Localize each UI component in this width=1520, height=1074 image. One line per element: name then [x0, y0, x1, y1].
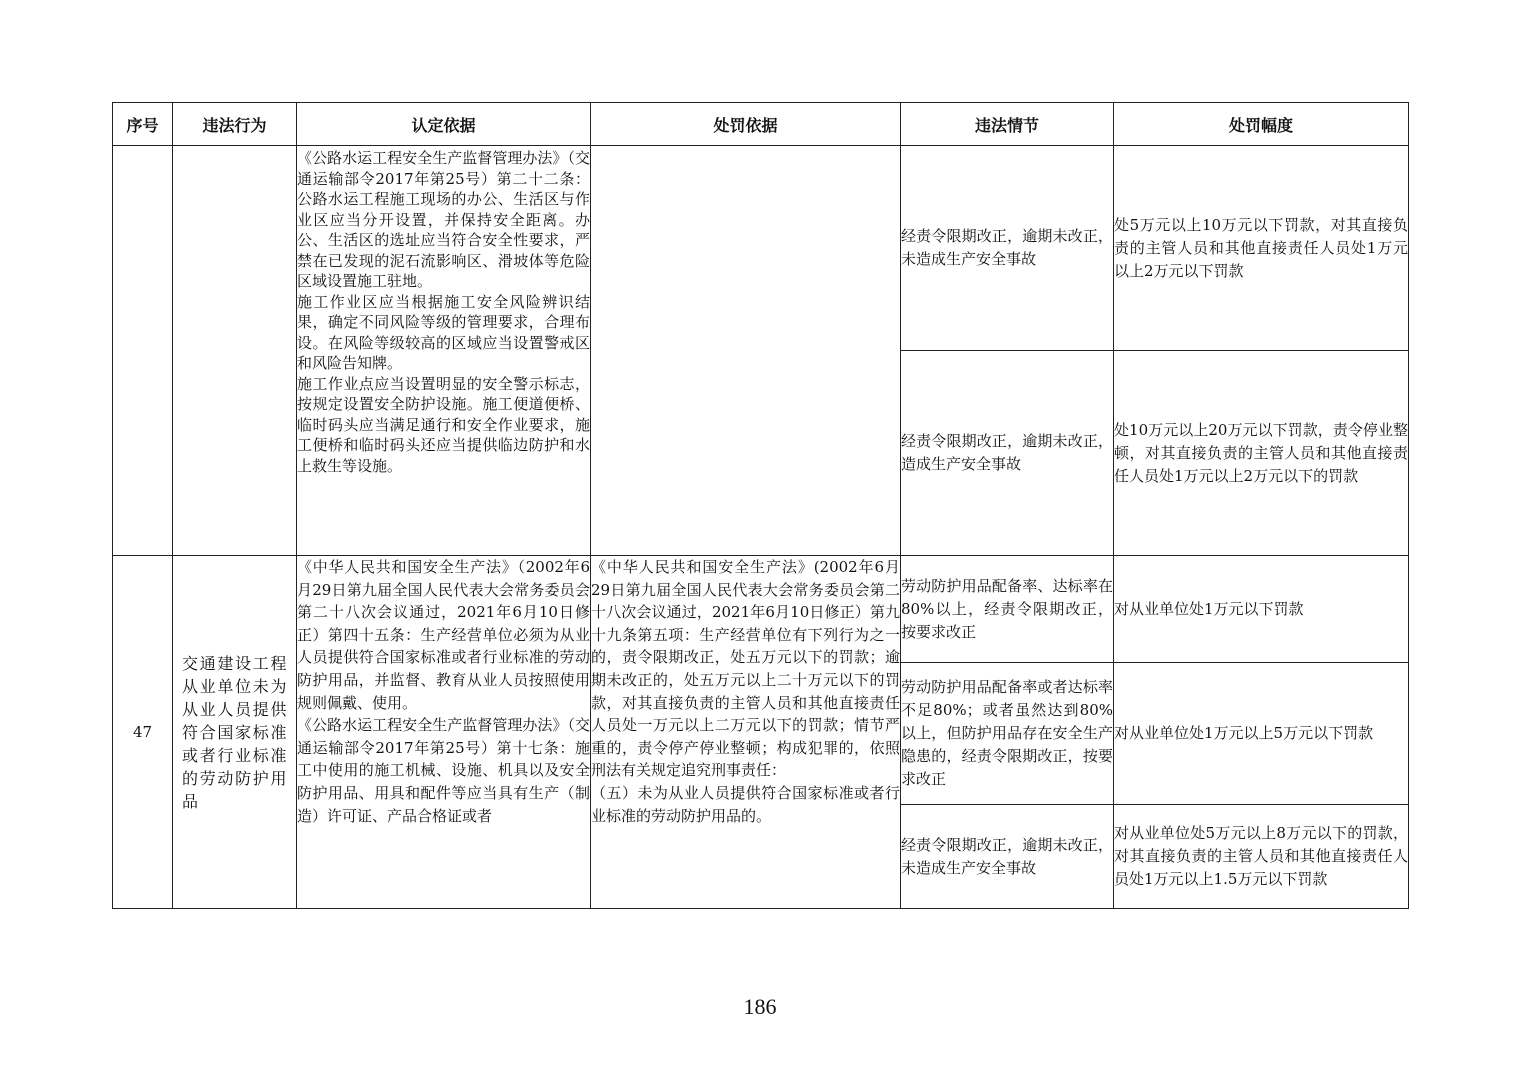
seq-cell: 47 [113, 556, 173, 909]
circumstance-cell: 劳动防护用品配备率、达标率在80%以上，经责令限期改正，按要求改正 [901, 556, 1114, 663]
header-circumstance: 违法情节 [901, 103, 1114, 146]
basis-cell: 《中华人民共和国安全生产法》（2002年6月29日第九届全国人民代表大会常务委员会第二十八次会议通过，2021年6月10日修正）第四十五条：生产经营单位必须为从业人员提供符合国家标准或者行业标准的劳动防护用品，并监督、教育从业人员按照使用规则佩戴、使用。 《公路水运工程安全生产监督管理办法》（交通运输部令2017年第25号）第十七条：施工中使用的施工机械、设施、机具以及安全防护用品、用具和配件等应当具有生产（制造）许可证、产品合格证或者 [297, 556, 591, 909]
penalty-range-cell: 处5万元以上10万元以下罚款，对其直接负责的主管人员和其他直接责任人员处1万元以上2万元以下罚款 [1114, 146, 1409, 351]
page-number: 186 [743, 994, 777, 1019]
penalty-range-cell: 对从业单位处1万元以上5万元以下罚款 [1114, 663, 1409, 805]
circumstance-cell: 经责令限期改正，逾期未改正，造成生产安全事故 [901, 351, 1114, 556]
header-row [113, 103, 1409, 146]
penalty-table [112, 102, 1409, 909]
penalty-table-page [112, 102, 1408, 909]
header-penalty-range: 处罚幅度 [1114, 103, 1409, 146]
behavior-cell [173, 146, 297, 556]
behavior-cell: 交通建设工程从业单位未为从业人员提供符合国家标准或者行业标准的劳动防护用品 [173, 556, 297, 909]
table-row [113, 146, 1409, 351]
circumstance-cell: 经责令限期改正，逾期未改正，未造成生产安全事故 [901, 805, 1114, 909]
header-behavior: 违法行为 [173, 103, 297, 146]
penalty-basis-cell: 《中华人民共和国安全生产法》(2002年6月29日第九届全国人民代表大会常务委员会第二十八次会议通过，2021年6月10日修正）第九十九条第五项：生产经营单位有下列行为之一的，责令限期改正，处五万元以下的罚款；逾期未改正的，处五万元以上二十万元以下的罚款，对其直接负责的主管人员和其他直接责任人员处一万元以上二万元以下的罚款；情节严重的，责令停产停业整顿；构成犯罪的，依照刑法有关规定追究刑事责任： （五）未为从业人员提供符合国家标准或者行业标准的劳动防护用品的。 [591, 556, 901, 909]
seq-cell [113, 146, 173, 556]
table-row [113, 556, 1409, 663]
circumstance-cell: 经责令限期改正，逾期未改正，未造成生产安全事故 [901, 146, 1114, 351]
penalty-basis-cell [591, 146, 901, 556]
penalty-range-cell: 对从业单位处5万元以上8万元以下的罚款，对其直接负责的主管人员和其他直接责任人员处1万元以上1.5万元以下罚款 [1114, 805, 1409, 909]
penalty-range-cell: 处10万元以上20万元以下罚款，责令停业整顿，对其直接负责的主管人员和其他直接责任人员处1万元以上2万元以下的罚款 [1114, 351, 1409, 556]
header-basis: 认定依据 [297, 103, 591, 146]
header-penalty-basis: 处罚依据 [591, 103, 901, 146]
header-seq: 序号 [113, 103, 173, 146]
penalty-range-cell: 对从业单位处1万元以下罚款 [1114, 556, 1409, 663]
circumstance-cell: 劳动防护用品配备率或者达标率不足80%；或者虽然达到80%以上，但防护用品存在安全生产隐患的，经责令限期改正，按要求改正 [901, 663, 1114, 805]
basis-cell: 《公路水运工程安全生产监督管理办法》（交通运输部令2017年第25号）第二十二条：公路水运工程施工现场的办公、生活区与作业区应当分开设置，并保持安全距离。办公、生活区的选址应当符合安全性要求，严禁在已发现的泥石流影响区、滑坡体等危险区域设置施工驻地。 施工作业区应当根据施工安全风险辨识结果，确定不同风险等级的管理要求，合理布设。在风险等级较高的区域应当设置警戒区和风险告知牌。 施工作业点应当设置明显的安全警示标志，按规定设置安全防护设施。施工便道便桥、临时码头应当满足通行和安全作业要求，施工便桥和临时码头还应当提供临边防护和水上救生等设施。 [297, 146, 591, 556]
